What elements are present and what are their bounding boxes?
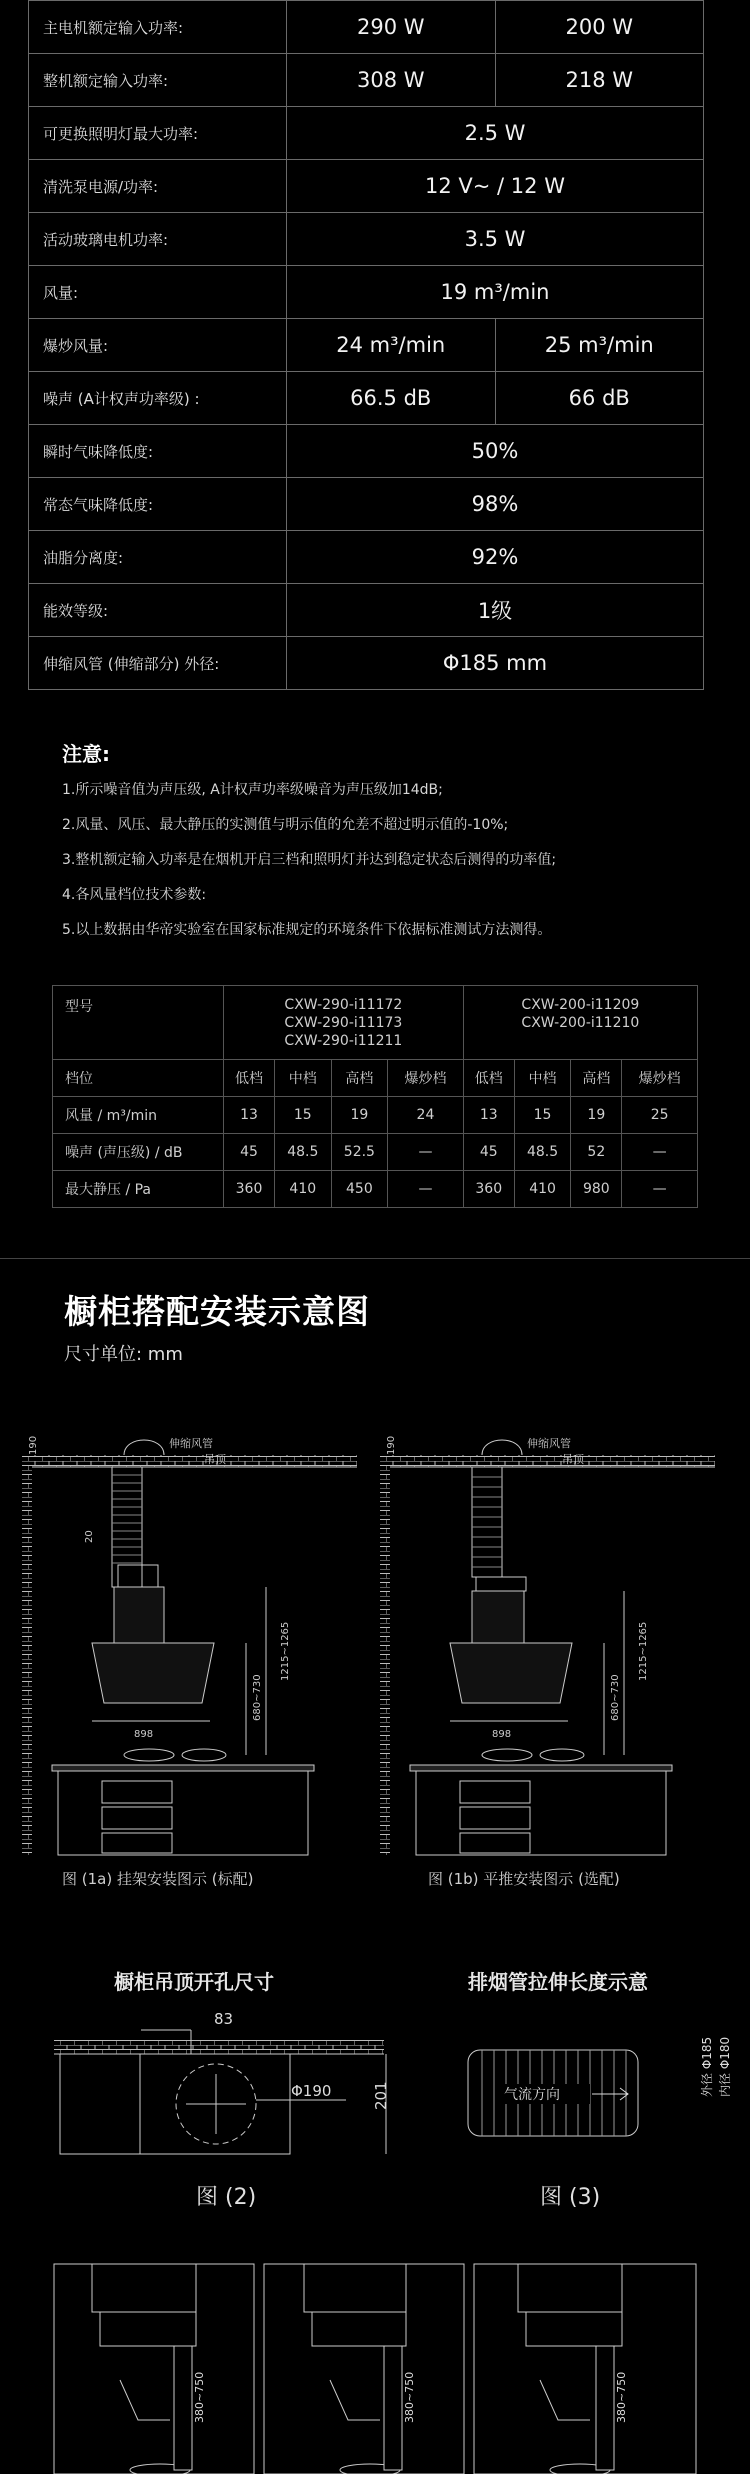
model-a-0: CXW-290-i11172 [284, 997, 403, 1013]
ceiling [390, 1455, 715, 1467]
dim-190: 190 [28, 1435, 39, 1455]
gear-data-cell: 15 [514, 1097, 571, 1134]
spec-value: Φ185 mm [287, 637, 704, 690]
gear-data-cell: 410 [514, 1171, 571, 1208]
spec-value: 66.5 dB [287, 372, 496, 425]
notes-title: 注意: [62, 742, 110, 766]
spec-row [29, 584, 704, 637]
gear-data-cell: 48.5 [275, 1134, 332, 1171]
spec-label: 活动玻璃电机功率: [29, 213, 287, 266]
gear-cell: 高档 [571, 1060, 622, 1097]
spec-value: 218 W [495, 54, 704, 107]
notes-section [62, 738, 702, 956]
fig1a-caption: 图 (1a) 挂架安装图示 (标配) [62, 1870, 254, 1888]
spec-row [29, 372, 704, 425]
airflow-arrow [592, 2088, 628, 2100]
gear-cell: 中档 [514, 1060, 571, 1097]
note-item: 3.整机额定输入功率是在烟机开启三档和照明灯并达到稳定状态后测得的功率值; [62, 852, 557, 868]
cabinet-hole-title: 橱柜吊顶开孔尺寸 [114, 1970, 274, 1994]
fig1b-caption: 图 (1b) 平推安装图示 (选配) [428, 1870, 620, 1888]
hood-column [472, 1591, 524, 1643]
dim-201: 201 [372, 2081, 390, 2110]
dim-898: 898 [134, 1729, 154, 1740]
spec-label: 清洗泵电源/功率: [29, 160, 287, 213]
gear-data-cell: 360 [463, 1171, 514, 1208]
section-divider [0, 1258, 750, 1259]
dim-380-750: 380~750 [615, 2371, 628, 2423]
gear-data-cell: 19 [571, 1097, 622, 1134]
spec-row [29, 1, 704, 54]
duct [112, 1467, 142, 1587]
pipe-stretch-title: 排烟管拉伸长度示意 [468, 1970, 648, 1994]
spec-value: 12 V~ / 12 W [287, 160, 704, 213]
model-b-1: CXW-200-i11210 [521, 1015, 640, 1031]
pot-left [124, 1749, 174, 1761]
figure-1a-diagram [14, 1425, 364, 1865]
spec-value: 25 m³/min [495, 319, 704, 372]
dim-380-750: 380~750 [403, 2371, 416, 2423]
dim-380-750: 380~750 [193, 2371, 206, 2423]
gear-data-cell: 45 [224, 1134, 275, 1171]
spec-row [29, 637, 704, 690]
airflow-label: 气流方向 [504, 2087, 560, 2103]
dim-680-730: 680~730 [252, 1674, 263, 1721]
spec-label: 可更换照明灯最大功率: [29, 107, 287, 160]
spec-value: 3.5 W [287, 213, 704, 266]
gear-data-cell: — [388, 1171, 464, 1208]
gear-data-cell: 13 [224, 1097, 275, 1134]
gear-cell: 高档 [331, 1060, 388, 1097]
dim-190: 190 [386, 1435, 397, 1455]
dim-1215-1265: 1215~1265 [280, 1621, 291, 1681]
spec-value: 50% [287, 425, 704, 478]
spec-value: 92% [287, 531, 704, 584]
dim-83: 83 [214, 2010, 234, 2028]
spec-row [29, 107, 704, 160]
spec-label: 主电机额定输入功率: [29, 1, 287, 54]
gear-cell: 爆炒档 [388, 1060, 464, 1097]
cabinet [58, 1771, 308, 1855]
gear-data-row [53, 1171, 698, 1208]
gear-spec-table [52, 985, 698, 1208]
spec-label: 噪声 (A计权声功率级) : [29, 372, 287, 425]
dim-phi190: Φ190 [291, 2082, 332, 2100]
gear-data-cell: 980 [571, 1171, 622, 1208]
gear-row-label: 最大静压 / Pa [53, 1171, 224, 1208]
spec-label: 常态气味降低度: [29, 478, 287, 531]
countertop [52, 1765, 314, 1771]
gear-data-cell: 45 [463, 1134, 514, 1171]
model-label: 型号 [53, 986, 224, 1060]
figure-3-diagram [460, 2030, 732, 2160]
figure-2-diagram [46, 2000, 416, 2160]
gear-data-cell: 48.5 [514, 1134, 571, 1171]
spec-value: 308 W [287, 54, 496, 107]
gear-data-cell: 13 [463, 1097, 514, 1134]
gear-data-cell: 25 [622, 1097, 698, 1134]
gear-cell: 低档 [224, 1060, 275, 1097]
cabinet [416, 1771, 666, 1855]
cabinet-top [54, 2040, 384, 2054]
spec-row [29, 54, 704, 107]
install-unit: 尺寸单位: mm [64, 1344, 183, 1365]
hood-column [114, 1587, 164, 1643]
spec-row [29, 478, 704, 531]
note-item: 2.风量、风压、最大静压的实测值与明示值的允差不超过明示值的-10%; [62, 817, 509, 833]
spec-row [29, 160, 704, 213]
gear-data-cell: 19 [331, 1097, 388, 1134]
wall-left [22, 1455, 32, 1855]
gear-data-cell: — [622, 1171, 698, 1208]
spec-row [29, 266, 704, 319]
gear-cell: 爆炒档 [622, 1060, 698, 1097]
gear-data-cell: 360 [224, 1171, 275, 1208]
gear-cell: 低档 [463, 1060, 514, 1097]
spec-label: 整机额定输入功率: [29, 54, 287, 107]
duct [472, 1467, 502, 1577]
spec-row [29, 425, 704, 478]
gear-row-label: 风量 / m³/min [53, 1097, 224, 1134]
spec-row [29, 213, 704, 266]
inner-dia: 内径 Φ180 [718, 2036, 732, 2097]
figure-1b-diagram [372, 1425, 722, 1865]
fig3-label: 图 (3) [540, 2185, 601, 2210]
spec-value: 24 m³/min [287, 319, 496, 372]
spec-label: 能效等级: [29, 584, 287, 637]
hood-body [450, 1643, 572, 1703]
spec-value: 2.5 W [287, 107, 704, 160]
model-a-1: CXW-290-i11173 [284, 1015, 403, 1031]
duct-label: 伸缩风管 [527, 1437, 571, 1450]
gear-row-label: 噪声 (声压级) / dB [53, 1134, 224, 1171]
fig2-label: 图 (2) [196, 2185, 257, 2210]
dim-680-730: 680~730 [610, 1674, 621, 1721]
bottom-diagrams [50, 2260, 700, 2474]
hood-body [92, 1643, 214, 1703]
gear-data-row [53, 1097, 698, 1134]
spec-table [28, 0, 704, 690]
gear-data-cell: 52 [571, 1134, 622, 1171]
note-item: 1.所示噪音值为声压级, A计权声功率级噪音为声压级加14dB; [62, 782, 443, 798]
duct-label: 伸缩风管 [169, 1437, 213, 1450]
gear-data-cell: 410 [275, 1171, 332, 1208]
spec-row [29, 319, 704, 372]
models-b [463, 986, 697, 1060]
gear-label: 档位 [53, 1060, 224, 1097]
spec-label: 瞬时气味降低度: [29, 425, 287, 478]
note-item: 4.各风量档位技术参数: [62, 887, 207, 903]
ceiling-label: 吊顶 [562, 1453, 584, 1466]
install-title: 橱柜搭配安装示意图 [64, 1292, 370, 1331]
gear-data-cell: — [622, 1134, 698, 1171]
spec-value: 98% [287, 478, 704, 531]
spec-row [29, 531, 704, 584]
model-row [53, 986, 698, 1060]
spec-value: 200 W [495, 1, 704, 54]
dim-1215-1265: 1215~1265 [638, 1621, 649, 1681]
models-a [224, 986, 464, 1060]
ceiling [32, 1455, 357, 1467]
dim-20: 20 [84, 1530, 95, 1543]
gear-data-cell: — [388, 1134, 464, 1171]
gear-cell: 中档 [275, 1060, 332, 1097]
dim-898: 898 [492, 1729, 512, 1740]
gear-data-cell: 52.5 [331, 1134, 388, 1171]
spec-label: 爆炒风量: [29, 319, 287, 372]
pot-right [182, 1749, 226, 1761]
model-b-0: CXW-200-i11209 [521, 997, 640, 1013]
gear-data-row [53, 1134, 698, 1171]
gear-data-cell: 15 [275, 1097, 332, 1134]
spec-label: 伸缩风管 (伸缩部分) 外径: [29, 637, 287, 690]
spec-value: 290 W [287, 1, 496, 54]
spec-value: 19 m³/min [287, 266, 704, 319]
spec-value: 1级 [287, 584, 704, 637]
gear-row [53, 1060, 698, 1097]
outer-dia: 外径 Φ185 [700, 2036, 714, 2097]
model-a-2: CXW-290-i11211 [284, 1033, 403, 1049]
spec-label: 风量: [29, 266, 287, 319]
ceiling-label: 吊顶 [204, 1453, 226, 1466]
gear-data-cell: 450 [331, 1171, 388, 1208]
spec-value: 66 dB [495, 372, 704, 425]
gear-data-cell: 24 [388, 1097, 464, 1134]
note-item: 5.以上数据由华帝实验室在国家标准规定的环境条件下依据标准测试方法测得。 [62, 922, 552, 938]
spec-label: 油脂分离度: [29, 531, 287, 584]
